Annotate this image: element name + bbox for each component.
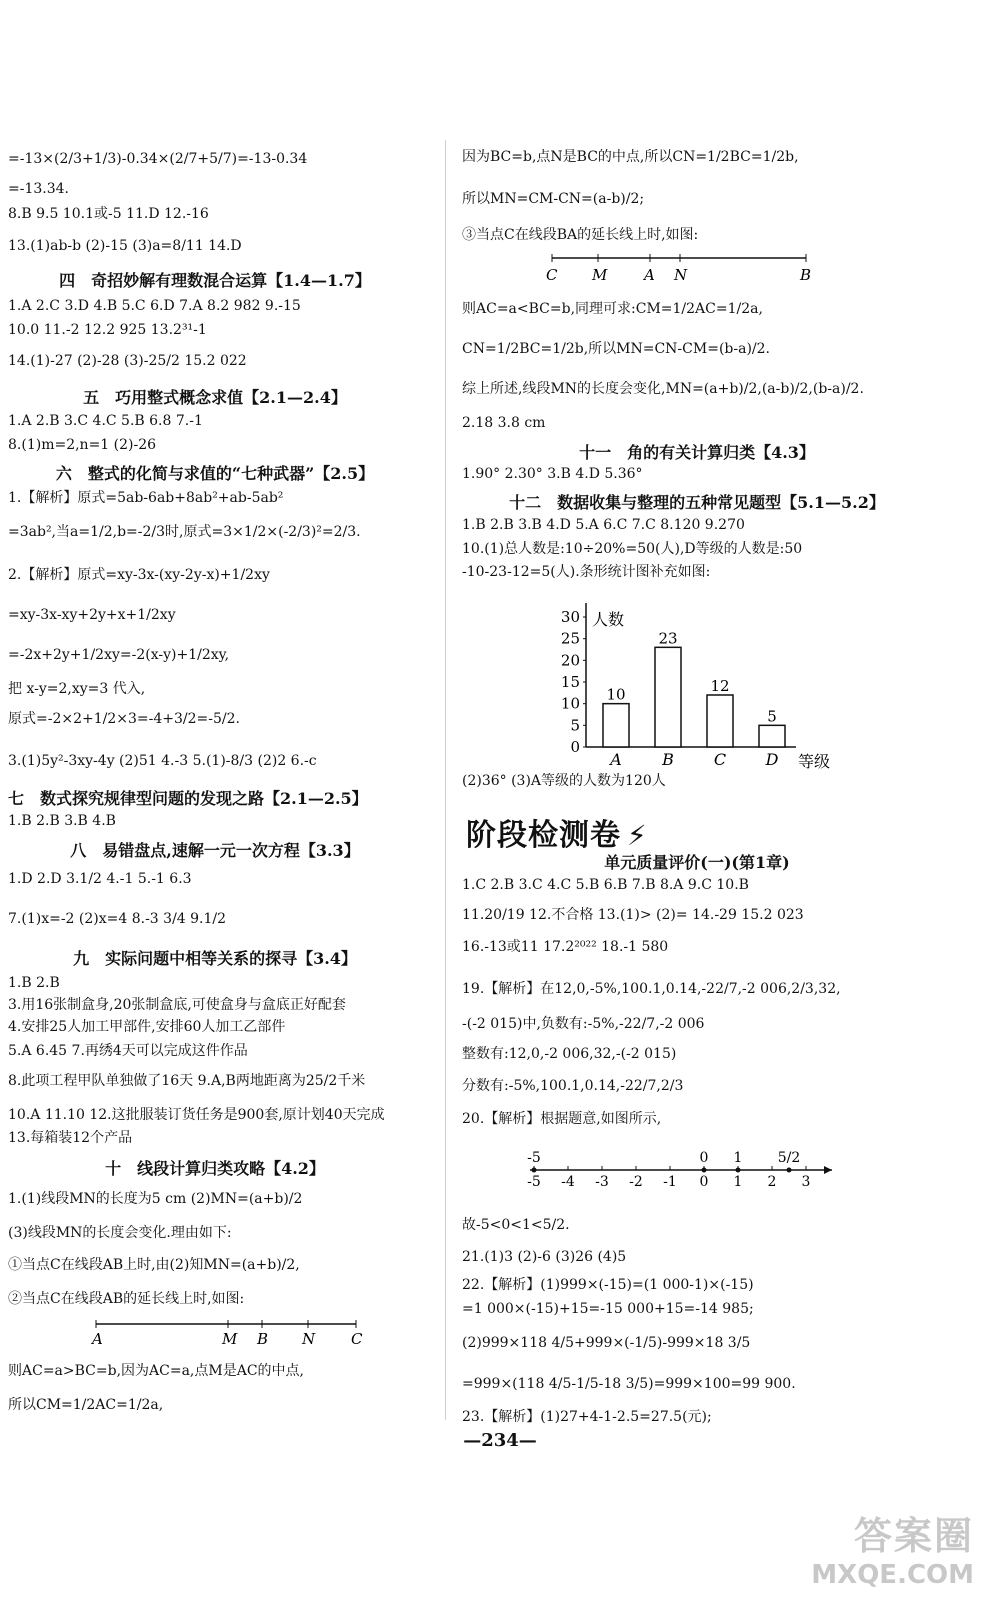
point-label: A xyxy=(92,1330,103,1348)
text-line: 7.(1)x=-2 (2)x=4 8.-3 3/4 9.1/2 xyxy=(8,911,227,927)
text-line: 16.-13或11 17.2²⁰²² 18.-1 580 xyxy=(462,939,669,955)
number-line xyxy=(522,1132,842,1194)
section-title-11: 十一 角的有关计算归类【4.3】 xyxy=(579,443,815,462)
text-line: 1.D 2.D 3.1/2 4.-1 5.-1 6.3 xyxy=(8,871,192,887)
lightning-icon: ⚡ xyxy=(627,819,648,852)
number-line-tick-label: 3 xyxy=(801,1174,811,1190)
number-line-tick-label: 0 xyxy=(699,1174,709,1190)
text-line: 综上所述,线段MN的长度会变化,MN=(a+b)/2,(a-b)/2,(b-a)/2. xyxy=(462,381,864,397)
text-line: 1.B 2.B xyxy=(8,975,60,991)
text-line: (3)线段MN的长度会变化.理由如下: xyxy=(8,1225,232,1241)
y-tick-label: 0 xyxy=(570,738,580,756)
text-line: =xy-3x-xy+2y+x+1/2xy xyxy=(8,607,176,623)
text-line: 10.A 11.10 12.这批服装订货任务是900套,原计划40天完成 xyxy=(8,1107,385,1123)
text-line: 原式=-2×2+1/2×3=-4+3/2=-5/2. xyxy=(8,711,240,727)
number-line-tick-label: -4 xyxy=(561,1174,575,1190)
point-label: B xyxy=(257,1330,269,1348)
text-line: 19.【解析】在12,0,-5%,100.1,0.14,-22/7,-2 006,2/3,32, xyxy=(462,981,841,997)
text-line: (2)36° (3)A等级的人数为120人 xyxy=(462,773,666,789)
point-label: C xyxy=(351,1330,363,1348)
text-line: =1 000×(-15)+15=-15 000+15=-14 985; xyxy=(462,1301,754,1317)
stage-banner xyxy=(466,810,648,854)
category-label: D xyxy=(765,750,779,769)
text-line: 1.A 2.C 3.D 4.B 5.C 6.D 7.A 8.2 982 9.-15 xyxy=(8,298,301,314)
text-line: 1.(1)线段MN的长度为5 cm (2)MN=(a+b)/2 xyxy=(8,1191,303,1207)
y-tick-label: 20 xyxy=(560,651,580,670)
category-label: B xyxy=(662,750,674,769)
number-line-point-label: 0 xyxy=(699,1150,709,1166)
category-label: C xyxy=(713,750,727,769)
y-tick-label: 30 xyxy=(560,608,580,626)
text-line: 21.(1)3 (2)-6 (3)26 (4)5 xyxy=(462,1249,627,1265)
y-tick-label: 10 xyxy=(560,694,580,713)
page-number: —234— xyxy=(463,1430,537,1451)
bar-value-label: 12 xyxy=(710,677,730,695)
text-line: 10.0 11.-2 12.2 925 13.2³¹-1 xyxy=(8,322,207,338)
number-line-point xyxy=(702,1168,707,1173)
text-line: 13.每箱装12个产品 xyxy=(8,1130,133,1146)
text-line: 1.90° 2.30° 3.B 4.D 5.36° xyxy=(462,466,643,482)
text-line: 13.(1)ab-b (2)-15 (3)a=8/11 14.D xyxy=(8,238,242,254)
text-line: 20.【解析】根据题意,如图所示, xyxy=(462,1111,662,1127)
bar-value-label: 10 xyxy=(606,685,626,704)
y-tick-label: 5 xyxy=(570,716,580,735)
y-axis-label: 人数 xyxy=(592,610,625,629)
text-line: 5.A 6.45 7.再绣4天可以完成这件作品 xyxy=(8,1043,248,1059)
column-divider xyxy=(445,140,446,1420)
text-line: 4.安排25人加工甲部件,安排60人加工乙部件 xyxy=(8,1019,286,1035)
number-line-point xyxy=(787,1168,792,1173)
point-label: N xyxy=(302,1330,316,1348)
number-line-point xyxy=(736,1168,741,1173)
section-title-8: 八 易错盘点,速解一元一次方程【3.3】 xyxy=(70,841,360,860)
watermark-site: MXQE.COM xyxy=(811,1560,974,1590)
point-label: C xyxy=(546,266,558,284)
section-title-10: 十 线段计算归类攻略【4.2】 xyxy=(105,1159,325,1178)
text-line: CN=1/2BC=1/2b,所以MN=CN-CM=(b-a)/2. xyxy=(462,341,770,357)
text-line: ①当点C在线段AB上时,由(2)知MN=(a+b)/2, xyxy=(8,1257,300,1273)
number-line-tick-label: -5 xyxy=(527,1174,541,1190)
text-line: 故-5<0<1<5/2. xyxy=(462,1217,570,1233)
point-label: M xyxy=(222,1330,238,1348)
text-line: 8.(1)m=2,n=1 (2)-26 xyxy=(8,437,157,453)
unit-title: 单元质量评价(一)(第1章) xyxy=(604,853,790,872)
text-line: 1.A 2.B 3.C 4.C 5.B 6.8 7.-1 xyxy=(8,413,203,429)
stage-banner-text: 阶段检测卷 xyxy=(466,818,621,853)
bar xyxy=(655,647,681,747)
watermark xyxy=(811,1505,974,1590)
text-line: 3.(1)5y²-3xy-4y (2)51 4.-3 5.(1)-8/3 (2)2 6.-c xyxy=(8,753,317,769)
text-line: =999×(118 4/5-1/5-18 3/5)=999×100=99 900. xyxy=(462,1376,796,1392)
number-line-tick-label: 1 xyxy=(733,1174,743,1190)
text-line: 2.【解析】原式=xy-3x-(xy-2y-x)+1/2xy xyxy=(8,567,270,583)
text-line: 所以MN=CM-CN=(a-b)/2; xyxy=(462,191,645,207)
text-line: 1.C 2.B 3.C 4.C 5.B 6.B 7.B 8.A 9.C 10.B xyxy=(462,877,749,893)
text-line: 22.【解析】(1)999×(-15)=(1 000-1)×(-15) xyxy=(462,1277,754,1293)
text-line: 8.B 9.5 10.1或-5 11.D 12.-16 xyxy=(8,206,209,222)
number-line-point-label: 1 xyxy=(733,1150,743,1166)
bar xyxy=(759,725,785,747)
text-line: 整数有:12,0,-2 006,32,-(-2 015) xyxy=(462,1046,677,1062)
text-line: 把 x-y=2,xy=3 代入, xyxy=(8,681,146,697)
text-line: ②当点C在线段AB的延长线上时,如图: xyxy=(8,1291,245,1307)
bar-chart xyxy=(542,585,842,780)
text-line: 1.B 2.B 3.B 4.B xyxy=(8,813,116,829)
text-line: 11.20/19 12.不合格 13.(1)> (2)= 14.-29 15.2 023 xyxy=(462,907,804,923)
number-line-point-label: -5 xyxy=(527,1150,541,1166)
number-line-point xyxy=(532,1168,537,1173)
number-line-tick-label: -1 xyxy=(663,1174,677,1190)
arrow-icon xyxy=(824,1166,832,1174)
text-line: 分数有:-5%,100.1,0.14,-22/7,2/3 xyxy=(462,1078,684,1094)
text-line: 2.18 3.8 cm xyxy=(462,415,546,431)
text-line: 10.(1)总人数是:10÷20%=50(人),D等级的人数是:50 xyxy=(462,541,803,557)
y-tick-label: 25 xyxy=(560,629,580,648)
text-line: 8.此项工程甲队单独做了16天 9.A,B两地距离为25/2千米 xyxy=(8,1073,366,1089)
bar xyxy=(603,704,629,747)
category-label: A xyxy=(610,750,622,769)
bar-value-label: 5 xyxy=(767,707,777,726)
y-tick-label: 15 xyxy=(560,673,580,691)
segment-diagram-1 xyxy=(90,1318,380,1348)
number-line-tick-label: 2 xyxy=(767,1174,777,1190)
point-label: N xyxy=(674,266,688,284)
text-line: 3.用16张制盒身,20张制盒底,可使盒身与盒底正好配套 xyxy=(8,997,346,1013)
section-title-9: 九 实际问题中相等关系的探寻【3.4】 xyxy=(73,949,357,968)
number-line-tick-label: -2 xyxy=(629,1174,643,1190)
text-line: 1.B 2.B 3.B 4.D 5.A 6.C 7.C 8.120 9.270 xyxy=(462,517,745,533)
section-title-7: 七 数式探究规律型问题的发现之路【2.1—2.5】 xyxy=(8,789,368,808)
text-line: =-13×(2/3+1/3)-0.34×(2/7+5/7)=-13-0.34 xyxy=(8,151,308,167)
watermark-logo: 答案圈 xyxy=(853,1514,974,1558)
text-line: 则AC=a>BC=b,因为AC=a,点M是AC的中点, xyxy=(8,1363,304,1379)
text-line: 14.(1)-27 (2)-28 (3)-25/2 15.2 022 xyxy=(8,353,247,369)
text-line: 23.【解析】(1)27+4-1-2.5=27.5(元); xyxy=(462,1409,712,1425)
section-title-6: 六 整式的化简与求值的“七种武器”【2.5】 xyxy=(55,464,375,483)
text-line: =-2x+2y+1/2xy=-2(x-y)+1/2xy, xyxy=(8,647,230,663)
text-line: ③当点C在线段BA的延长线上时,如图: xyxy=(462,227,699,243)
text-line: -(-2 015)中,负数有:-5%,-22/7,-2 006 xyxy=(462,1016,705,1032)
text-line: 所以CM=1/2AC=1/2a, xyxy=(8,1397,164,1413)
segment-diagram-2 xyxy=(542,250,832,286)
point-label: B xyxy=(800,266,812,284)
text-line: 因为BC=b,点N是BC的中点,所以CN=1/2BC=1/2b, xyxy=(462,149,799,165)
point-label: A xyxy=(644,266,655,284)
text-line: 1.【解析】原式=5ab-6ab+8ab²+ab-5ab² xyxy=(8,490,284,506)
point-label: M xyxy=(592,266,608,284)
text-line: 则AC=a<BC=b,同理可求:CM=1/2AC=1/2a, xyxy=(462,301,763,317)
number-line-point-label: 5/2 xyxy=(777,1150,801,1166)
text-line: =3ab²,当a=1/2,b=-2/3时,原式=3×1/2×(-2/3)²=2/3. xyxy=(8,524,361,540)
section-title-12: 十二 数据收集与整理的五种常见题型【5.1—5.2】 xyxy=(509,493,885,512)
section-title-4: 四 奇招妙解有理数混合运算【1.4—1.7】 xyxy=(59,271,371,290)
x-axis-label: 等级 xyxy=(798,752,831,771)
bar xyxy=(707,695,733,747)
bar-value-label: 23 xyxy=(658,629,678,648)
text-line: =-13.34. xyxy=(8,181,69,197)
number-line-tick-label: -3 xyxy=(595,1174,609,1190)
section-title-5: 五 巧用整式概念求值【2.1—2.4】 xyxy=(83,388,347,407)
text-line: -10-23-12=5(人).条形统计图补充如图: xyxy=(462,564,711,580)
text-line: (2)999×118 4/5+999×(-1/5)-999×18 3/5 xyxy=(462,1335,751,1351)
